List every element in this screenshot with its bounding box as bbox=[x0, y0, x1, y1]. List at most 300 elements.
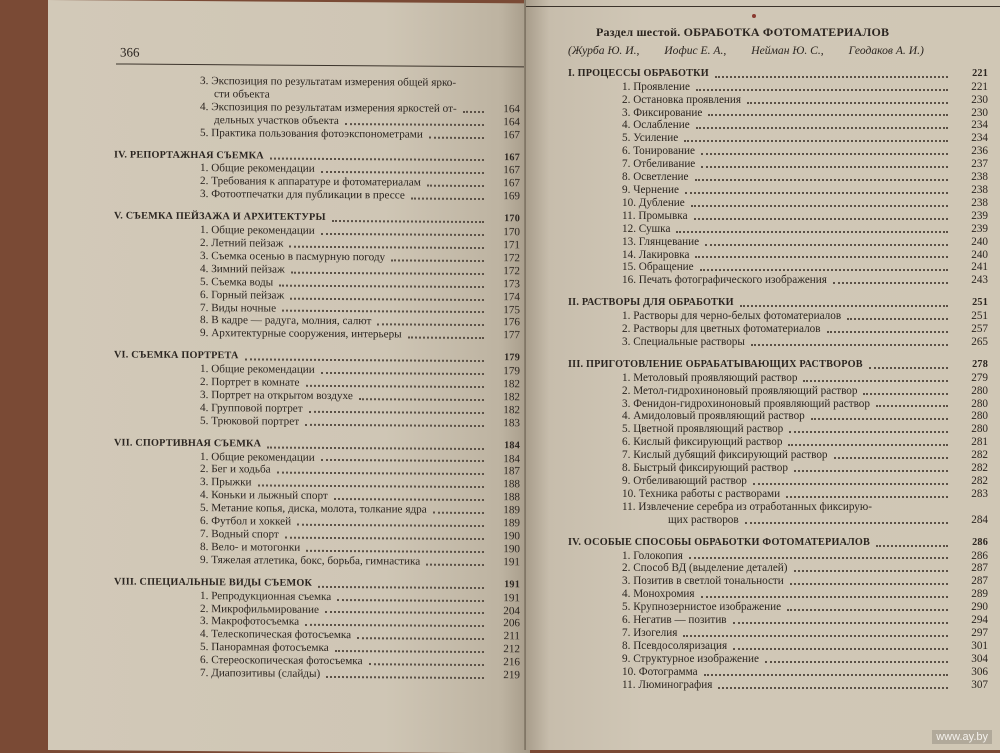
toc-label: 5. Усиление bbox=[622, 132, 679, 145]
right-toc bbox=[568, 22, 988, 692]
toc-page-number: 289 bbox=[971, 588, 988, 601]
dot-leader bbox=[321, 372, 484, 375]
toc-label: 7. Водный спорт bbox=[200, 528, 279, 541]
toc-page-number: 169 bbox=[503, 190, 520, 203]
dot-leader bbox=[701, 166, 948, 168]
dot-leader bbox=[869, 367, 948, 369]
toc-label: 5. Панорамная фотосъемка bbox=[200, 641, 329, 655]
dot-leader bbox=[786, 496, 948, 498]
dot-leader bbox=[290, 297, 484, 300]
dot-leader bbox=[827, 331, 948, 333]
dot-leader bbox=[790, 583, 948, 585]
toc-entry bbox=[568, 436, 988, 449]
toc-label: 2. Бег и ходьба bbox=[200, 463, 271, 477]
toc-page-number: 164 bbox=[503, 102, 520, 116]
dot-leader bbox=[683, 635, 948, 637]
toc-label: 7. Виды ночные bbox=[200, 301, 277, 315]
toc-label: 4. Групповой портрет bbox=[200, 401, 303, 415]
dot-leader bbox=[704, 674, 948, 676]
dot-leader bbox=[708, 114, 948, 116]
toc-label: 16. Печать фотографического изображения bbox=[622, 274, 827, 287]
toc-entry bbox=[568, 562, 988, 575]
toc-label: 4. Ослабление bbox=[622, 119, 690, 132]
toc-label: VIII. СПЕЦИАЛЬНЫЕ ВИДЫ СЪЕМОК bbox=[114, 576, 313, 589]
toc-page-number: 240 bbox=[971, 235, 988, 248]
header-rule bbox=[116, 63, 524, 67]
dot-leader bbox=[715, 76, 948, 78]
toc-page-number: 167 bbox=[503, 164, 520, 177]
toc-label: 1. Метоловый проявляющий раствор bbox=[622, 371, 798, 384]
dot-leader bbox=[695, 256, 948, 258]
dot-leader bbox=[377, 324, 484, 327]
toc-page-number: 280 bbox=[971, 423, 988, 436]
toc-entry bbox=[568, 640, 988, 653]
author: Иофис Е. А., bbox=[664, 43, 727, 57]
toc-label: 7. Диапозитивы (слайды) bbox=[200, 667, 321, 680]
toc-entry bbox=[568, 249, 988, 262]
toc-entry bbox=[114, 667, 520, 683]
toc-label: 4. Экспозиция по результатам измерения яркостей от- bbox=[200, 100, 457, 115]
toc-entry bbox=[568, 449, 988, 462]
dot-leader bbox=[335, 650, 484, 653]
ink-mark bbox=[752, 14, 756, 18]
toc-label: VI. СЪЕМКА ПОРТРЕТА bbox=[114, 349, 239, 362]
toc-label: IV. ОСОБЫЕ СПОСОБЫ ОБРАБОТКИ ФОТОМАТЕРИАЛОВ bbox=[568, 536, 871, 548]
toc-page-number: 211 bbox=[503, 630, 520, 643]
toc-label: 12. Сушка bbox=[622, 222, 671, 235]
toc-entry bbox=[114, 553, 520, 569]
toc-label: 4. Амидоловый проявляющий раствор bbox=[622, 410, 805, 423]
toc-entry bbox=[568, 372, 988, 385]
toc-page-number: 179 bbox=[504, 352, 520, 364]
toc-page-number: 184 bbox=[504, 439, 520, 451]
toc-label: 3. Съемка осенью в пасмурную погоду bbox=[200, 249, 386, 264]
toc-page-number: 239 bbox=[971, 222, 988, 235]
dot-leader bbox=[733, 622, 948, 624]
toc-page-number: 175 bbox=[503, 303, 520, 316]
toc-label: 5. Съемка воды bbox=[200, 275, 274, 289]
dot-leader bbox=[803, 380, 948, 382]
toc-label: 7. Отбеливание bbox=[622, 158, 696, 171]
toc-label: 5. Цветной проявляющий раствор bbox=[622, 423, 784, 436]
toc-section bbox=[568, 297, 988, 310]
author: (Журба Ю. И., bbox=[568, 43, 640, 57]
dot-leader bbox=[282, 310, 484, 313]
dot-leader bbox=[753, 483, 948, 485]
toc-label: 10. Фотограмма bbox=[622, 665, 698, 678]
toc-label: 5. Трюковой портрет bbox=[200, 414, 300, 428]
toc-page-number: 184 bbox=[503, 452, 520, 465]
toc-label: 6. Кислый фиксирующий раствор bbox=[622, 436, 783, 449]
dot-leader bbox=[258, 485, 484, 489]
toc-label: 10. Техника работы с растворами bbox=[622, 487, 781, 500]
toc-page-number: 238 bbox=[971, 171, 988, 184]
toc-page-number: 174 bbox=[503, 290, 520, 303]
toc-page-number: 251 bbox=[971, 310, 988, 323]
toc-label: 11. Люминография bbox=[622, 678, 713, 691]
toc-entry bbox=[568, 145, 988, 158]
dot-leader bbox=[306, 385, 484, 388]
dot-leader bbox=[863, 393, 948, 395]
toc-page-number: 241 bbox=[971, 261, 988, 274]
dot-leader bbox=[876, 545, 948, 547]
toc-page-number: 243 bbox=[971, 274, 988, 287]
toc-entry bbox=[568, 666, 988, 679]
toc-section bbox=[568, 537, 988, 550]
dot-leader bbox=[811, 418, 948, 420]
toc-label: II. РАСТВОРЫ ДЛЯ ОБРАБОТКИ bbox=[568, 297, 734, 309]
toc-page-number: 177 bbox=[503, 329, 520, 342]
dot-leader bbox=[685, 192, 948, 194]
toc-entry bbox=[568, 310, 988, 323]
toc-page-number: 265 bbox=[971, 335, 988, 348]
toc-label: 6. Горный пейзаж bbox=[200, 288, 285, 302]
dot-leader bbox=[325, 611, 484, 614]
toc-entry bbox=[568, 514, 988, 527]
toc-entry bbox=[568, 488, 988, 501]
toc-page-number: 280 bbox=[971, 397, 988, 410]
toc-page-number: 190 bbox=[503, 543, 520, 556]
part-title: Раздел шестой. ОБРАБОТКА ФОТОМАТЕРИАЛОВ bbox=[596, 25, 890, 39]
dot-leader bbox=[788, 444, 948, 446]
toc-page-number: 282 bbox=[971, 475, 988, 487]
toc-entry bbox=[568, 197, 988, 210]
toc-label: 8. В кадре — радуга, молния, салют bbox=[200, 314, 372, 328]
toc-label: 8. Вело- и мотогонки bbox=[200, 540, 301, 554]
toc-page-number: 301 bbox=[971, 639, 988, 652]
toc-label: 4. Зимний пейзаж bbox=[200, 262, 285, 276]
toc-page-number: 170 bbox=[503, 226, 520, 239]
dot-leader bbox=[696, 89, 948, 91]
dot-leader bbox=[701, 596, 948, 598]
dot-leader bbox=[326, 676, 484, 679]
toc-entry bbox=[568, 323, 988, 336]
toc-label: 8. Осветление bbox=[622, 171, 689, 184]
toc-label: дельных участков объекта bbox=[214, 113, 339, 127]
toc-entry bbox=[568, 274, 988, 287]
dot-leader bbox=[305, 624, 484, 627]
dot-leader bbox=[427, 185, 484, 187]
page-number: 366 bbox=[120, 44, 140, 60]
toc-entry bbox=[568, 81, 988, 94]
toc-label: 11. Извлечение серебра из отработанных фиксирую- bbox=[622, 500, 872, 513]
dot-leader bbox=[291, 271, 484, 274]
toc-page-number: 189 bbox=[503, 504, 520, 517]
toc-entry bbox=[114, 126, 520, 142]
toc-label: 6. Тонирование bbox=[622, 145, 695, 158]
toc-page-number: 179 bbox=[503, 365, 520, 378]
toc-page-number: 234 bbox=[971, 119, 988, 132]
toc-label: щих растворов bbox=[668, 513, 739, 526]
dot-leader bbox=[740, 305, 948, 307]
dot-leader bbox=[463, 111, 484, 113]
toc-page-number: 183 bbox=[503, 416, 520, 430]
toc-label: 5. Практика пользования фотоэкспонометрами bbox=[200, 126, 423, 141]
toc-page-number: 216 bbox=[503, 656, 520, 669]
dot-leader bbox=[696, 127, 948, 129]
dot-leader bbox=[391, 259, 484, 262]
toc-page-number: 251 bbox=[972, 297, 988, 309]
toc-label: 2. Требования к аппаратуре и фотоматериалам bbox=[200, 175, 421, 189]
dot-leader bbox=[833, 282, 948, 284]
toc-label: 1. Общие рекомендации bbox=[200, 162, 315, 176]
toc-entry bbox=[568, 423, 988, 436]
dot-leader bbox=[270, 158, 484, 161]
dot-leader bbox=[306, 550, 484, 553]
toc-label: сти объекта bbox=[214, 88, 270, 101]
toc-label: 9. Архитектурные сооружения, интерьеры bbox=[200, 327, 402, 341]
dot-leader bbox=[334, 498, 484, 501]
toc-label: III. ПРИГОТОВЛЕНИЕ ОБРАБАТЫВАЮЩИХ РАСТВОРОВ bbox=[568, 358, 863, 370]
toc-entry bbox=[568, 336, 988, 349]
toc-entry bbox=[568, 588, 988, 601]
toc-entry bbox=[568, 261, 988, 274]
dot-leader bbox=[426, 563, 484, 565]
toc-entry bbox=[568, 410, 988, 423]
toc-entry bbox=[568, 210, 988, 223]
toc-entry bbox=[568, 184, 988, 197]
toc-label: 7. Кислый дубящий фиксирующий раствор bbox=[622, 449, 828, 462]
toc-label: 3. Портрет на открытом воздухе bbox=[200, 388, 353, 403]
toc-entry bbox=[568, 236, 988, 249]
toc-label: 3. Макрофотосъемка bbox=[200, 615, 300, 629]
toc-page-number: 189 bbox=[503, 517, 520, 530]
toc-page-number: 281 bbox=[971, 436, 988, 449]
dot-leader bbox=[321, 459, 484, 462]
toc-label: 2. Летний пейзаж bbox=[200, 237, 284, 250]
toc-page-number: 282 bbox=[971, 462, 988, 475]
toc-label: 1. Растворы для черно-белых фотоматериалов bbox=[622, 310, 842, 323]
dot-leader bbox=[694, 218, 948, 220]
toc-label: 8. Быстрый фиксирующий раствор bbox=[622, 462, 788, 475]
toc-page-number: 176 bbox=[503, 316, 520, 329]
toc-page-number: 279 bbox=[971, 371, 988, 384]
toc-page-number: 191 bbox=[503, 555, 520, 569]
toc-label: IV. РЕПОРТАЖНАЯ СЪЕМКА bbox=[114, 148, 264, 162]
toc-entry bbox=[568, 475, 988, 488]
dot-leader bbox=[787, 609, 948, 611]
author: Нейман Ю. С., bbox=[751, 43, 824, 57]
toc-page-number: 238 bbox=[971, 196, 988, 209]
toc-label: 2. Способ ВД (выделение деталей) bbox=[622, 562, 788, 575]
toc-label: 9. Отбеливающий раствор bbox=[622, 475, 747, 487]
toc-label: 1. Общие рекомендации bbox=[200, 363, 315, 376]
toc-page-number: 304 bbox=[971, 652, 988, 665]
toc-label: 14. Лакировка bbox=[622, 248, 690, 261]
toc-page-number: 294 bbox=[971, 614, 988, 627]
dot-leader bbox=[279, 284, 484, 287]
dot-leader bbox=[718, 687, 948, 689]
toc-page-number: 278 bbox=[972, 358, 988, 370]
toc-page-number: 167 bbox=[503, 177, 520, 190]
toc-page-number: 280 bbox=[971, 384, 988, 397]
toc-page-number: 297 bbox=[971, 626, 988, 639]
toc-label: 2. Растворы для цветных фотоматериалов bbox=[622, 323, 821, 336]
toc-label: 7. Изогелия bbox=[622, 626, 678, 639]
toc-entry bbox=[568, 158, 988, 171]
dot-leader bbox=[337, 599, 484, 602]
toc-page-number: 167 bbox=[504, 151, 520, 163]
dot-leader bbox=[289, 246, 484, 249]
toc-entry bbox=[114, 327, 520, 343]
toc-label: 9. Чернение bbox=[622, 183, 679, 196]
dot-leader bbox=[433, 512, 484, 514]
toc-label: 6. Футбол и хоккей bbox=[200, 515, 292, 528]
toc-page-number: 284 bbox=[971, 513, 988, 526]
toc-label: 6. Негатив — позитив bbox=[622, 614, 727, 627]
toc-page-number: 280 bbox=[971, 410, 988, 423]
toc-label: 15. Обращение bbox=[622, 261, 694, 274]
dot-leader bbox=[691, 205, 948, 207]
dot-leader bbox=[747, 102, 948, 104]
toc-page-number: 182 bbox=[503, 404, 520, 417]
toc-page-number: 191 bbox=[503, 591, 520, 604]
toc-page-number: 187 bbox=[503, 465, 520, 478]
dot-leader bbox=[332, 220, 484, 223]
toc-page-number: 172 bbox=[503, 264, 520, 278]
toc-entry bbox=[568, 132, 988, 145]
watermark: www.ay.by bbox=[932, 730, 992, 744]
toc-label: 6. Стереоскопическая фотосъемка bbox=[200, 654, 363, 668]
authors-line bbox=[568, 45, 988, 58]
toc-page-number: 204 bbox=[503, 604, 520, 617]
dot-leader bbox=[309, 411, 484, 414]
toc-label: 2. Метол-гидрохиноновый проявляющий раствор bbox=[622, 384, 858, 397]
toc-entry bbox=[568, 385, 988, 398]
toc-entry bbox=[114, 188, 520, 204]
dot-leader bbox=[794, 470, 948, 472]
toc-label: 11. Промывка bbox=[622, 209, 688, 222]
dot-leader bbox=[305, 423, 484, 426]
toc-page-number: 240 bbox=[971, 248, 988, 261]
toc-label: 9. Тяжелая атлетика, бокс, борьба, гимнастика bbox=[200, 553, 421, 568]
dot-leader bbox=[695, 179, 948, 181]
toc-page-number: 230 bbox=[971, 106, 988, 119]
toc-label: 10. Дубление bbox=[622, 196, 685, 209]
toc-page-number: 236 bbox=[971, 145, 988, 158]
dot-leader bbox=[733, 648, 948, 650]
dot-leader bbox=[847, 318, 948, 320]
toc-page-number: 171 bbox=[503, 239, 520, 252]
dot-leader bbox=[277, 472, 484, 475]
toc-page-number: 221 bbox=[971, 80, 988, 93]
toc-label: 1. Репродукционная съемка bbox=[200, 589, 332, 603]
dot-leader bbox=[321, 171, 484, 174]
toc-page-number: 286 bbox=[971, 549, 988, 562]
dot-leader bbox=[285, 537, 484, 540]
toc-entry bbox=[568, 501, 988, 514]
dot-leader bbox=[745, 522, 948, 524]
toc-label: 2. Портрет в комнате bbox=[200, 376, 300, 389]
dot-leader bbox=[318, 586, 484, 589]
toc-page-number: 287 bbox=[971, 575, 988, 588]
toc-label: 13. Глянцевание bbox=[622, 235, 700, 248]
dot-leader bbox=[411, 198, 484, 201]
dot-leader bbox=[359, 398, 484, 401]
dot-leader bbox=[689, 557, 948, 559]
dot-leader bbox=[429, 136, 484, 138]
toc-label: I. ПРОЦЕССЫ ОБРАБОТКИ bbox=[568, 67, 709, 79]
toc-entry bbox=[568, 653, 988, 666]
dot-leader bbox=[789, 431, 948, 433]
author: Геодаков А. И.) bbox=[848, 43, 924, 57]
toc-label: 2. Микрофильмирование bbox=[200, 602, 319, 616]
toc-page-number: 212 bbox=[503, 643, 520, 656]
toc-page-number: 172 bbox=[503, 252, 520, 265]
toc-label: 3. Специальные растворы bbox=[622, 335, 745, 348]
toc-page-number: 306 bbox=[971, 665, 988, 678]
toc-label: 4. Коньки и лыжный спорт bbox=[200, 489, 328, 503]
toc-page-number: 188 bbox=[503, 491, 520, 504]
toc-entry bbox=[568, 223, 988, 236]
toc-entry bbox=[568, 462, 988, 475]
dot-leader bbox=[876, 405, 948, 407]
toc-section bbox=[568, 359, 988, 372]
toc-entry bbox=[568, 679, 988, 692]
toc-label: 2. Остановка проявления bbox=[622, 93, 742, 106]
dot-leader bbox=[794, 570, 949, 572]
left-page bbox=[48, 0, 530, 753]
toc-label: 1. Голокопия bbox=[622, 549, 683, 562]
left-toc bbox=[114, 74, 520, 682]
dot-leader bbox=[765, 661, 948, 663]
toc-label: 3. Позитив в светлой тональности bbox=[622, 575, 784, 588]
toc-label: 3. Фенидон-гидрохиноновый проявляющий раствор bbox=[622, 397, 870, 410]
dot-leader bbox=[321, 233, 484, 236]
toc-entry bbox=[568, 398, 988, 411]
toc-page-number: 230 bbox=[971, 93, 988, 106]
toc-page-number: 283 bbox=[971, 487, 988, 500]
toc-page-number: 164 bbox=[503, 115, 520, 129]
toc-label: 4. Монохромия bbox=[622, 588, 695, 601]
toc-page-number: 238 bbox=[971, 183, 988, 196]
toc-label: 1. Проявление bbox=[622, 80, 691, 93]
toc-entry bbox=[568, 171, 988, 184]
toc-entry bbox=[568, 575, 988, 588]
toc-page-number: 182 bbox=[503, 391, 520, 404]
toc-page-number: 170 bbox=[504, 213, 520, 225]
toc-page-number: 287 bbox=[971, 562, 988, 575]
dot-leader bbox=[408, 337, 484, 340]
dot-leader bbox=[834, 457, 948, 459]
dot-leader bbox=[245, 358, 484, 362]
toc-page-number: 221 bbox=[972, 67, 988, 79]
toc-label: 3. Фиксирование bbox=[622, 106, 703, 119]
toc-entry bbox=[568, 94, 988, 107]
toc-page-number: 219 bbox=[503, 669, 520, 682]
dot-leader bbox=[369, 663, 484, 666]
toc-entry bbox=[568, 614, 988, 627]
toc-page-number: 188 bbox=[503, 478, 520, 491]
toc-page-number: 307 bbox=[971, 678, 988, 691]
toc-page-number: 167 bbox=[503, 128, 520, 141]
toc-label: 5. Метание копья, диска, молота, толкание ядра bbox=[200, 502, 427, 516]
open-book bbox=[48, 0, 1000, 750]
toc-entry bbox=[568, 119, 988, 132]
toc-page-number: 182 bbox=[503, 378, 520, 391]
dot-leader bbox=[345, 123, 484, 126]
dot-leader bbox=[705, 244, 948, 246]
toc-label: V. СЪЕМКА ПЕЙЗАЖА И АРХИТЕКТУРЫ bbox=[114, 210, 326, 224]
toc-label: 3. Прыжки bbox=[200, 476, 252, 489]
dot-leader bbox=[267, 446, 484, 450]
dot-leader bbox=[701, 153, 948, 155]
toc-entry bbox=[568, 550, 988, 563]
toc-entry bbox=[568, 107, 988, 120]
toc-page-number: 237 bbox=[971, 158, 988, 171]
dot-leader bbox=[357, 637, 484, 640]
toc-section bbox=[568, 68, 988, 81]
